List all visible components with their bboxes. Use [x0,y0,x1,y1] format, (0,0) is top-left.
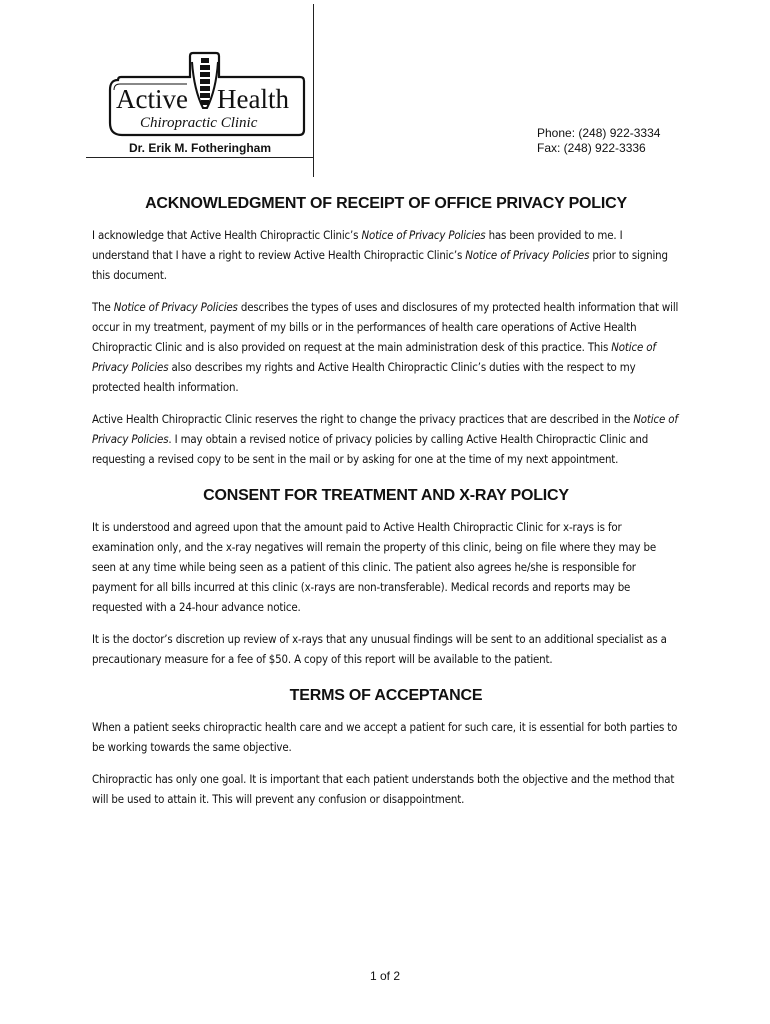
text-run: has been provided to me. I understand that I have a right to review Active Health Chiropractic Clinic’s [92,228,623,262]
logo-subtitle: Chiropractic Clinic [140,115,258,131]
document-body [92,195,680,821]
logo-word-right: Health [217,84,289,114]
clinic-logo-graphic [104,50,310,140]
heading-consent: CONSENT FOR TREATMENT AND X-RAY POLICY [203,487,569,504]
notice-title: Notice of Privacy Policies [92,340,656,374]
page-number: 1 of 2 [369,969,401,983]
text-run: I acknowledge that Active Health Chiropractic Clinic’s [92,228,362,242]
ack-paragraph-1 [92,225,680,285]
text-run: describes the types of uses and disclosures of my protected health information that will occur in my treatment, payment of my bills or in the performances of health care operations of Active Health Chiropractic Clinic and is also provided on request at the main administration desk of this practice. This [92,300,679,354]
text-run: Active Health Chiropractic Clinic reserves the right to change the privacy practices that are described in the [92,412,634,426]
clinic-logo [104,50,310,140]
terms-paragraph-1: When a patient seeks chiropractic health care and we accept a patient for such care, it is essential for both parties to be working towards the same objective. [92,720,678,754]
notice-title: Notice of Privacy Policies [113,300,238,314]
spine-icon [192,58,218,108]
ack-paragraph-3 [92,409,680,469]
phone-number: Phone: (248) 922-3334 [537,126,661,140]
heading-terms: TERMS OF ACCEPTANCE [289,687,483,704]
notice-title: Notice of Privacy Policies [92,412,678,446]
notice-title: Notice of Privacy Policies [361,228,486,242]
consent-paragraph-2: It is the doctor’s discretion up review of x-rays that any unusual findings will be sent to an additional specialist as a precautionary measure for a fee of $50. A copy of this report will be available to the patient. [92,632,667,666]
text-run: . I may obtain a revised notice of privacy policies by calling Active Health Chiropractic Clinic and requesting a revised copy to be sent in the mail or by asking for one at the time of my next appointment. [92,432,649,466]
text-run: prior to signing this document. [92,248,668,282]
logo-word-left: Active [116,84,188,114]
text-run: The [92,300,114,314]
notice-title: Notice of Privacy Policies [465,248,590,262]
doctor-name: Dr. Erik M. Fotheringham [128,141,272,155]
text-run: also describes my rights and Active Health Chiropractic Clinic’s duties with the respect to my protected health information. [92,360,636,394]
heading-acknowledgment: ACKNOWLEDGMENT OF RECEIPT OF OFFICE PRIVACY POLICY [145,195,627,212]
letterhead-horizontal-rule [86,157,314,158]
contact-info [537,126,660,156]
consent-paragraph-1: It is understood and agreed upon that the amount paid to Active Health Chiropractic Clinic for x-rays is for examination only, and the x-ray negatives will remain the property of this clinic, being on file where they may be seen at any time while being seen as a patient of this clinic. The patient also agrees he/she is responsible for payment for all bills incurred at this clinic (x-rays are non-transferable). Medical records and reports may be requested with a 24-hour advance notice. [92,520,657,614]
fax-number: Fax: (248) 922-3336 [537,141,646,155]
terms-paragraph-2: Chiropractic has only one goal. It is important that each patient understands both the objective and the method that will be used to attain it. This will prevent any confusion or disappointment. [92,772,675,806]
ack-paragraph-2 [92,297,680,397]
